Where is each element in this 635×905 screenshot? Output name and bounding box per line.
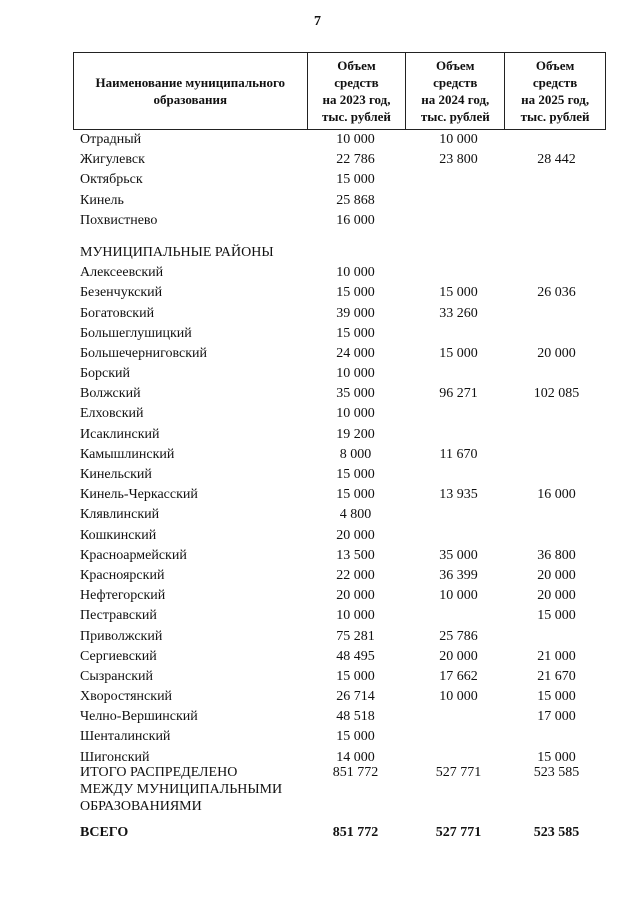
- table-row: [0, 364, 635, 384]
- section-heading-row: [0, 243, 635, 263]
- municipality-name: Отрадный: [80, 132, 142, 147]
- municipality-name: Хворостянский: [80, 689, 173, 705]
- value-2023: 10 000: [336, 406, 375, 422]
- page-number: 7: [314, 14, 321, 29]
- value-2023: 15 000: [336, 467, 375, 482]
- grand-total-label: ВСЕГО: [80, 825, 129, 840]
- header-2024-column: Объем средств на 2024 год, тыс. рублей: [406, 53, 505, 129]
- value-2025: 16 000: [537, 487, 576, 503]
- value-2023: 24 000: [336, 345, 375, 361]
- value-2024: 25 786: [439, 628, 478, 644]
- value-2023: 39 000: [336, 305, 375, 321]
- value-2025: 21 000: [537, 648, 576, 664]
- municipality-name: Безенчукский: [80, 285, 163, 301]
- value-2024: 10 000: [439, 588, 478, 604]
- value-2025: 102 085: [533, 386, 580, 402]
- value-2024: 11 670: [439, 446, 478, 462]
- value-2023: 19 200: [336, 426, 375, 442]
- section-title: МУНИЦИПАЛЬНЫЕ РАЙОНЫ: [80, 244, 274, 260]
- table-row: [0, 130, 635, 150]
- municipality-name: Богатовский: [80, 305, 155, 321]
- value-2024: 33 260: [439, 305, 478, 321]
- value-2023: 26 714: [336, 689, 375, 705]
- header-name-column: Наименование муниципального образования: [74, 53, 308, 129]
- municipality-name: Красноармейский: [80, 547, 187, 563]
- table-row: [0, 324, 635, 344]
- value-2023: 13 500: [336, 547, 375, 563]
- value-2023: 8 000: [339, 446, 372, 462]
- table-row: [0, 505, 635, 525]
- value-2023: 14 000: [336, 749, 375, 765]
- value-2023: 15 000: [336, 325, 375, 341]
- municipality-name: Шенталинский: [80, 729, 171, 745]
- municipality-name: Октябрьск: [80, 172, 143, 188]
- value-2023: 10 000: [336, 132, 375, 147]
- value-2025: 26 036: [537, 285, 576, 301]
- value-2023: 48 518: [336, 709, 375, 725]
- value-2023: 35 000: [336, 386, 375, 402]
- value-2024: 15 000: [439, 345, 478, 361]
- value-2023: 25 868: [336, 192, 375, 208]
- value-2023: 20 000: [336, 527, 375, 543]
- value-2024: 96 271: [439, 386, 478, 402]
- value-2023: 75 281: [336, 628, 375, 644]
- total-2025: 523 585: [533, 765, 580, 780]
- value-2024: 35 000: [439, 547, 478, 563]
- total-label: ИТОГО РАСПРЕДЕЛЕНО МЕЖДУ МУНИЦИПАЛЬНЫМИ ОБРАЗОВАНИЯМИ: [80, 765, 283, 814]
- header-2023-column: Объем средств на 2023 год, тыс. рублей: [308, 53, 407, 129]
- header-2025-column: Объем средств на 2025 год, тыс. рублей: [520, 58, 590, 124]
- total-2024: 527 771: [435, 765, 482, 780]
- value-2023: 20 000: [336, 588, 375, 604]
- municipality-name: Челно-Вершинский: [80, 709, 198, 725]
- table-row: [0, 170, 635, 190]
- table-row: [0, 546, 635, 566]
- table-header: [73, 52, 606, 130]
- table-row: [0, 485, 635, 505]
- value-2024: 17 662: [439, 668, 478, 684]
- value-2025: 21 670: [537, 668, 576, 684]
- table-row: [0, 465, 635, 485]
- value-2024: 15 000: [439, 285, 478, 301]
- municipality-name: Алексеевский: [80, 265, 164, 281]
- table-row: [0, 263, 635, 283]
- municipality-name: Кинель-Черкасский: [80, 487, 198, 503]
- value-2024: 10 000: [439, 132, 478, 147]
- value-2025: 28 442: [537, 152, 576, 168]
- grand-total-2025: 523 585: [533, 825, 580, 840]
- municipality-name: Большечерниговский: [80, 345, 208, 361]
- table-body: [0, 130, 635, 768]
- municipality-name: Похвистнево: [80, 212, 158, 228]
- value-2023: 15 000: [336, 668, 375, 684]
- grand-total-2023: 851 772: [332, 825, 379, 840]
- municipality-name: Большеглушицкий: [80, 325, 192, 341]
- value-2023: 48 495: [336, 648, 375, 664]
- table-row: [0, 727, 635, 747]
- value-2023: 15 000: [336, 172, 375, 188]
- table-row: [0, 687, 635, 707]
- table-row: [0, 647, 635, 667]
- table-row: [0, 191, 635, 211]
- municipality-name: Нефтегорский: [80, 588, 166, 604]
- municipality-name: Борский: [80, 366, 131, 382]
- table-row: [0, 404, 635, 424]
- value-2025: 15 000: [537, 608, 576, 624]
- value-2023: 15 000: [336, 487, 375, 503]
- municipality-name: Пестравский: [80, 608, 157, 624]
- table-row: [0, 384, 635, 404]
- municipality-name: Сызранский: [80, 668, 153, 684]
- value-2023: 10 000: [336, 265, 375, 281]
- total-2023: 851 772: [332, 765, 379, 780]
- grand-total-2024: 527 771: [435, 825, 482, 840]
- value-2023: 22 000: [336, 567, 375, 583]
- value-2024: 13 935: [439, 487, 478, 503]
- value-2023: 16 000: [336, 212, 375, 228]
- value-2025: 17 000: [537, 709, 576, 725]
- value-2024: 23 800: [439, 152, 478, 168]
- municipality-name: Красноярский: [80, 567, 165, 583]
- table-row: [0, 627, 635, 647]
- municipality-name: Кошкинский: [80, 527, 157, 543]
- value-2025: 20 000: [537, 567, 576, 583]
- municipality-name: Исаклинский: [80, 426, 160, 442]
- value-2024: 36 399: [439, 567, 478, 583]
- municipality-name: Кинельский: [80, 467, 152, 482]
- municipality-name: Сергиевский: [80, 648, 157, 664]
- value-2023: 4 800: [339, 507, 372, 523]
- table-row: [0, 344, 635, 364]
- municipality-name: Кинель: [80, 192, 124, 208]
- table-row: [0, 150, 635, 170]
- value-2023: 10 000: [336, 608, 375, 624]
- value-2025: 36 800: [537, 547, 576, 563]
- value-2023: 15 000: [336, 729, 375, 745]
- table-row: [0, 304, 635, 324]
- table-row: [0, 445, 635, 465]
- table-row: [0, 211, 635, 231]
- value-2023: 22 786: [336, 152, 375, 168]
- value-2024: 10 000: [439, 689, 478, 705]
- value-2024: 20 000: [439, 648, 478, 664]
- municipality-name: Клявлинский: [80, 507, 160, 523]
- table-row: [0, 526, 635, 546]
- municipality-name: Камышлинский: [80, 446, 175, 462]
- table-row: [0, 667, 635, 687]
- municipality-name: Жигулевск: [80, 152, 145, 168]
- table-row: [0, 425, 635, 445]
- table-row: [0, 606, 635, 626]
- value-2025: 15 000: [537, 689, 576, 705]
- table-row: [0, 586, 635, 606]
- table-row: [0, 283, 635, 303]
- table-row: [0, 707, 635, 727]
- value-2025: 20 000: [537, 588, 576, 604]
- value-2025: 15 000: [537, 749, 576, 765]
- table-row: [0, 566, 635, 586]
- value-2025: 20 000: [537, 345, 576, 361]
- municipality-name: Шигонский: [80, 749, 150, 765]
- value-2023: 10 000: [336, 366, 375, 382]
- municipality-name: Волжский: [80, 386, 141, 402]
- municipality-name: Елховский: [80, 406, 144, 422]
- municipality-name: Приволжский: [80, 628, 163, 644]
- value-2023: 15 000: [336, 285, 375, 301]
